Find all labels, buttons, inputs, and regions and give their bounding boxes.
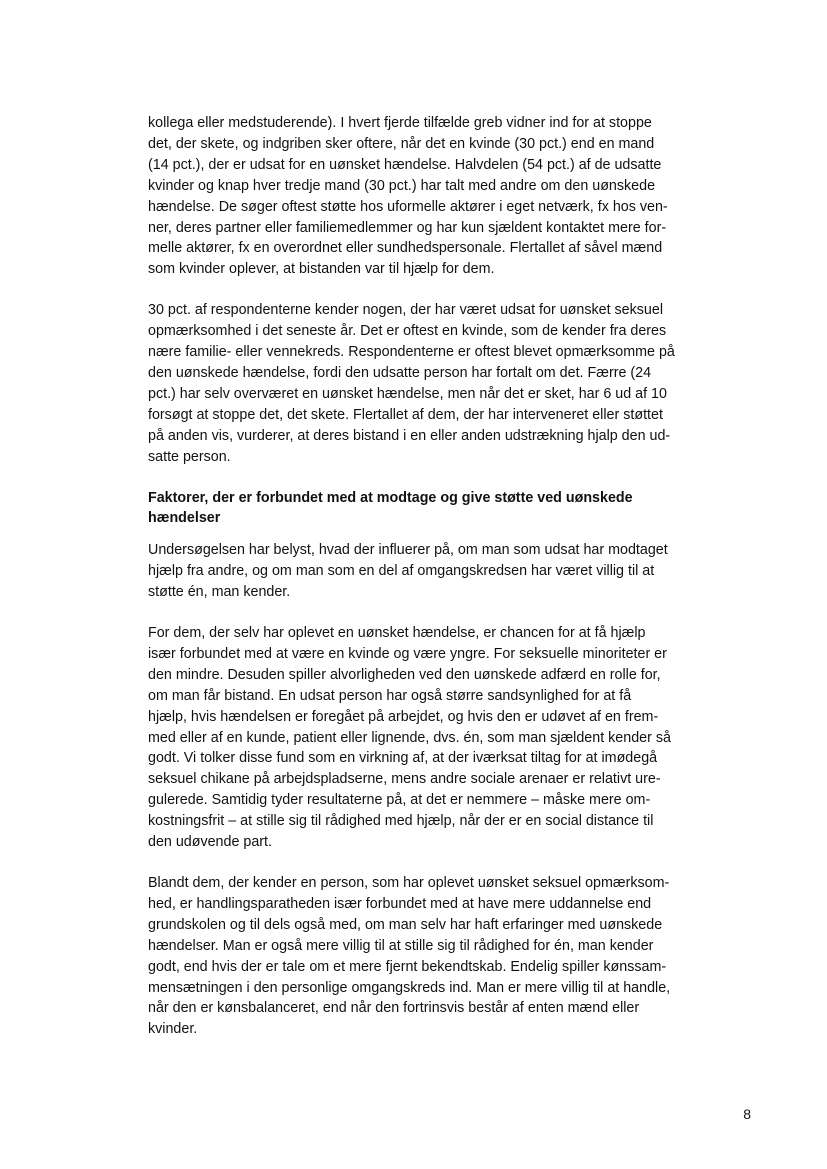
text-line: når den er kønsbalanceret, end når den fortrinsvis består af enten mænd eller xyxy=(148,1000,640,1017)
text-line: For dem, der selv har oplevet en uønsket hændelse, er chancen for at få hjælp xyxy=(148,625,646,642)
section-heading xyxy=(148,488,708,530)
text-line: det, der skete, og indgriben sker oftere, når det en kvinde (30 pct.) end en mand xyxy=(148,135,655,152)
heading-line: hændelser xyxy=(148,510,221,527)
paragraph-help-factors xyxy=(148,623,708,853)
text-line: den udøvende part. xyxy=(148,834,272,851)
text-line: kvinder og knap hver tredje mand (30 pct.) har talt med andre om den uønskede xyxy=(148,177,656,194)
text-line: 30 pct. af respondenterne kender nogen, der har været udsat for uønsket seksuel xyxy=(148,302,663,319)
text-line: godt. Vi tolker disse fund som en virkning af, at der iværksat tiltag for at imødegå xyxy=(148,750,658,767)
text-line: især forbundet med at være en kvinde og være yngre. For seksuelle minoriteter er xyxy=(148,645,667,662)
text-line: på anden vis, vurderer, at deres bistand i en eller anden udstrækning hjalp den ud- xyxy=(148,427,671,444)
text-line: med eller af en kunde, patient eller lignende, dvs. én, som man sjældent kender så xyxy=(148,729,671,746)
document-body xyxy=(148,113,708,1060)
page-number: 8 xyxy=(743,1106,751,1122)
text-line: som kvinder oplever, at bistanden var til hjælp for dem. xyxy=(148,261,495,278)
text-line: ner, deres partner eller familiemedlemmer og har kun sjældent kontaktet mere for- xyxy=(148,219,667,236)
text-line: nære familie- eller vennekreds. Respondenterne er oftest blevet opmærksomme på xyxy=(148,344,675,361)
text-line: forsøgt at stoppe det, det skete. Flertallet af dem, der har interveneret eller støttet xyxy=(148,406,663,423)
paragraph-willingness xyxy=(148,873,708,1040)
paragraph-study-scope xyxy=(148,540,708,603)
text-line: kvinder. xyxy=(148,1021,198,1038)
paragraph-intervention xyxy=(148,113,708,280)
text-line: kostningsfrit – at stille sig til rådighed med hjælp, når der er en social distance til xyxy=(148,813,654,830)
text-line: kollega eller medstuderende). I hvert fjerde tilfælde greb vidner ind for at stoppe xyxy=(148,115,652,131)
heading-line: Faktorer, der er forbundet med at modtage og give støtte ved uønskede xyxy=(148,489,633,506)
text-line: seksuel chikane på arbejdspladserne, mens andre sociale arenaer er relativt ure- xyxy=(148,771,661,788)
text-line: satte person. xyxy=(148,448,231,465)
text-line: opmærksomhed i det seneste år. Det er oftest en kvinde, som de kender fra deres xyxy=(148,323,667,340)
text-line: grundskolen og til dels også med, om man selv har haft erfaringer med uønskede xyxy=(148,916,663,933)
text-line: hændelse. De søger oftest støtte hos uformelle aktører i eget netværk, fx hos ven- xyxy=(148,198,668,215)
text-line: godt, end hvis der er tale om et mere fjernt bekendtskab. Endelig spiller kønssam- xyxy=(148,958,667,975)
text-line: Undersøgelsen har belyst, hvad der influerer på, om man som udsat har modtaget xyxy=(148,542,668,559)
text-line: pct.) har selv overværet en uønsket hændelse, men når det er sket, har 6 ud af 10 xyxy=(148,385,667,402)
text-line: om man får bistand. En udsat person har også større sandsynlighed for at få xyxy=(148,687,632,704)
text-line: mensætningen i den personlige omgangskreds ind. Man er mere villig til at handle, xyxy=(148,979,671,996)
text-line: hjælp fra andre, og om man som en del af omgangskredsen har været villig til at xyxy=(148,563,655,580)
text-line: gulerede. Samtidig tyder resultaterne på, at det er nemmere – måske mere om- xyxy=(148,792,651,809)
text-line: hjælp, hvis hændelsen er foregået på arbejdet, og hvis den er udøvet af en frem- xyxy=(148,708,659,725)
text-line: Blandt dem, der kender en person, som har oplevet uønsket seksuel opmærksom- xyxy=(148,875,670,891)
text-line: melle aktører, fx en overordnet eller sundhedspersonale. Flertallet af såvel mænd xyxy=(148,240,663,257)
text-line: den mindre. Desuden spiller alvorligheden ved den uønskede adfærd en rolle for, xyxy=(148,666,661,683)
paragraph-respondents xyxy=(148,300,708,467)
text-line: (14 pct.), der er udsat for en uønsket hændelse. Halvdelen (54 pct.) af de udsatte xyxy=(148,156,662,173)
text-line: den uønskede hændelse, fordi den udsatte person har fortalt om det. Færre (24 xyxy=(148,364,652,381)
text-line: hed, er handlingsparatheden især forbundet med at have mere uddannelse end xyxy=(148,895,652,912)
text-line: hændelser. Man er også mere villig til at stille sig til rådighed for én, man kender xyxy=(148,937,654,954)
text-line: støtte én, man kender. xyxy=(148,584,291,601)
